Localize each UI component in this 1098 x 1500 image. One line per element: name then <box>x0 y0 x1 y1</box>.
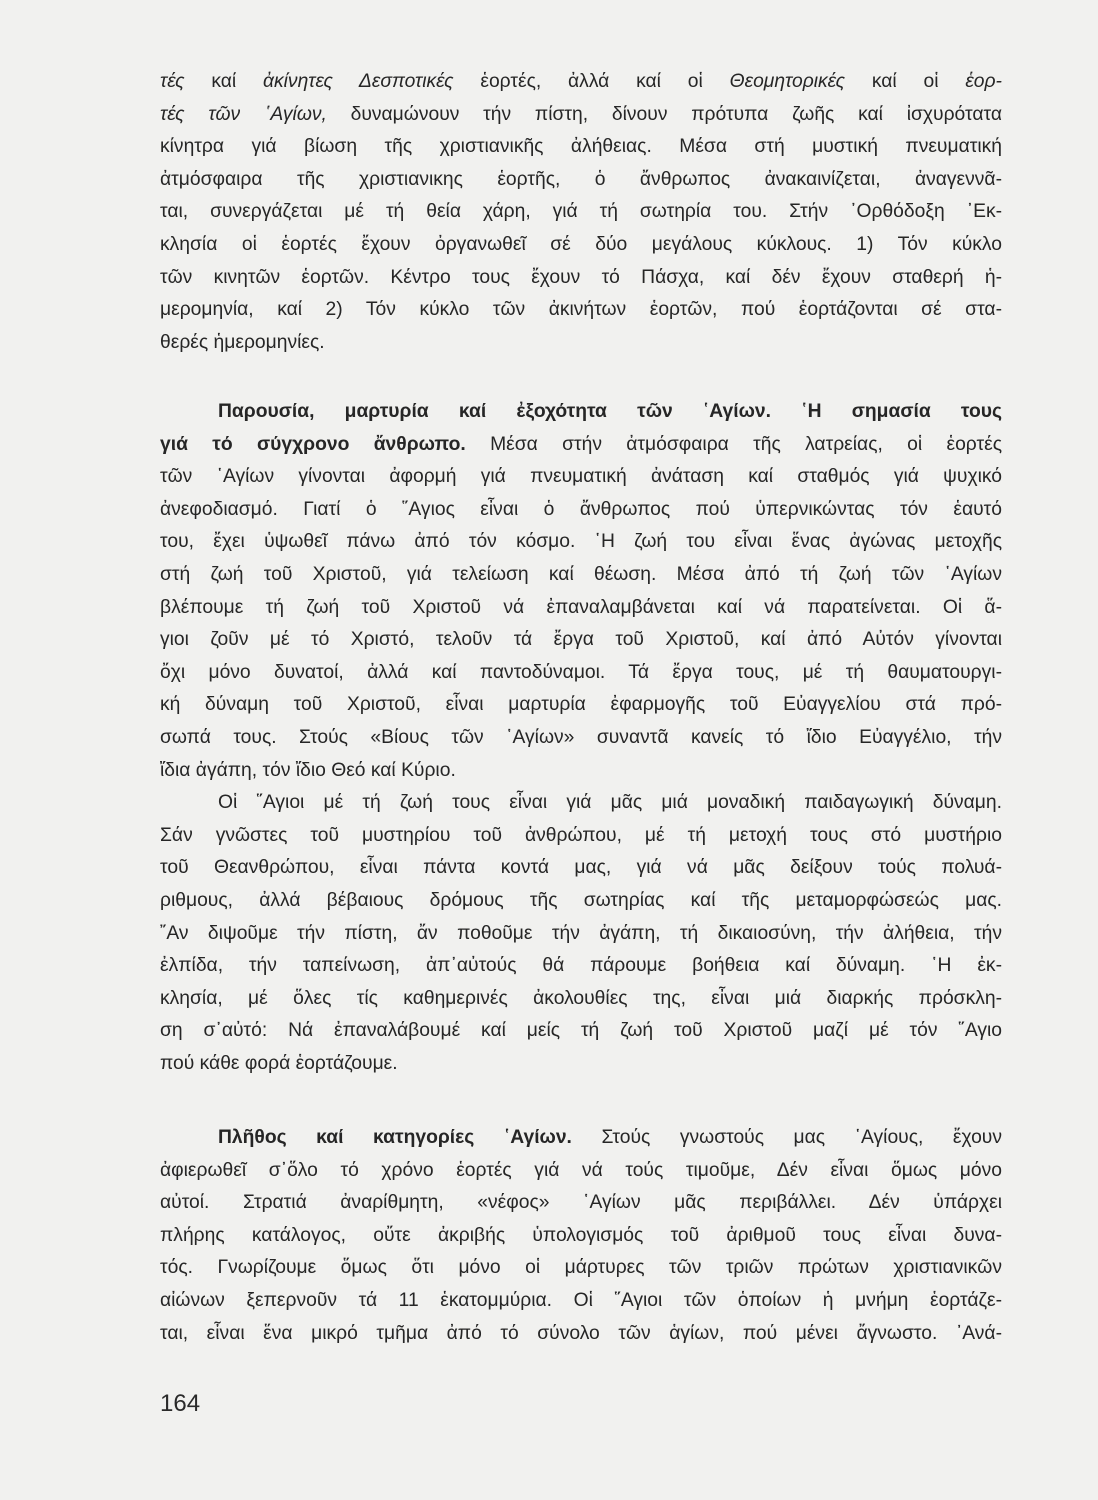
text-line: ἀφιερωθεῖ σ᾿ὅλο τό χρόνο ἑορτές γιά νά τούς τιμοῦμε, Δέν εἶναι ὅμως μόνο <box>160 1159 1002 1181</box>
text-line: στή ζωή τοῦ Χριστοῦ, γιά τελείωση καί θέωση. Μέσα ἀπό τή ζωή τῶν ῾Αγίων <box>160 563 1002 585</box>
text-line: ἐλπίδα, τήν ταπείνωση, ἀπ᾿αὐτούς θά πάρουμε βοήθεια καί δύναμη. ῾Η ἐκ- <box>160 955 1002 977</box>
text-line: ση σ᾿αὐτό: Νά ἐπαναλάβουμέ καί μείς τή ζωή τοῦ Χριστοῦ μαζί μέ τόν ῞Αγιο <box>160 1020 1002 1042</box>
text-line: αὐτοί. Στρατιά ἀναρίθμητη, «νέφος» ῾Αγίων μᾶς περιβάλλει. Δέν ὑπάρχει <box>160 1192 1002 1214</box>
text-line: ὄχι μόνο δυνατοί, ἀλλά καί παντοδύναμοι. Τά ἔργα τους, μέ τή θαυματουργι- <box>160 661 1002 683</box>
text-line: ῎Αν διψοῦμε τήν πίστη, ἄν ποθοῦμε τήν ἀγάπη, τή δικαιοσύνη, τήν ἀλήθεια, τήν <box>160 922 1002 944</box>
text-line: ται, εἶναι ἕνα μικρό τμῆμα ἀπό τό σύνολο τῶν ἁγίων, πού μένει ἄγνωστο. ᾿Ανά- <box>160 1322 1002 1344</box>
section-number-of-saints <box>160 1122 1002 1350</box>
text-line: ἀτμόσφαιρα τῆς χριστιανικης ἑορτῆς, ὁ ἄνθρωπος ἀνακαινίζεται, ἀναγεννᾶ- <box>160 168 1002 190</box>
page-number: 164 <box>160 1390 201 1417</box>
text-line: μερομηνία, καί 2) Τόν κύκλο τῶν ἀκινήτων ἑορτῶν, πού ἑορτάζονται σέ στα- <box>160 299 1002 321</box>
text-line: ριθμους, ἀλλά βέβαιους δρόμους τῆς σωτηρίας καί τῆς μεταμορφώσεώς μας. <box>160 889 1002 911</box>
text-line: κλησία οἱ ἑορτές ἔχουν ὀργανωθεῖ σέ δύο μεγάλους κύκλους. 1) Τόν κύκλο <box>160 233 1002 255</box>
text-line: Πλῆθος καί κατηγορίες ῾Αγίων. Στούς γνωστούς μας ῾Αγίους, ἔχουν <box>218 1127 1002 1148</box>
text-line: κλησία, μέ ὅλες τίς καθημερινές ἀκολουθίες της, εἶναι μιά διαρκής πρόσκλη- <box>160 987 1002 1009</box>
text-line: αἰώνων ξεπερνοῦν τά 11 ἑκατομμύρια. Οἱ ῞Αγιοι τῶν ὁποίων ἡ μνήμη ἑορτάζε- <box>160 1289 1002 1311</box>
section-heading: Παρουσία, μαρτυρία καί ἐξοχότητα τῶν ῾Αγίων. ῾Η σημασία τους <box>218 401 1002 422</box>
text-line: τές καί ἀκίνητες Δεσποτικές ἑορτές, ἀλλά καί οἱ Θεομητορικές καί οἱ ἑορ- <box>160 71 1002 92</box>
text-line: Σάν γνῶστες τοῦ μυστηρίου τοῦ ἀνθρώπου, μέ τή μετοχή τους στό μυστήριο <box>160 824 1002 846</box>
paragraph-feasts <box>160 66 1002 359</box>
text-line: ἀνεφοδιασμό. Γιατί ὁ ῞Αγιος εἶναι ὁ ἄνθρωπος πού ὑπερνικώντας τόν ἑαυτό <box>160 498 1002 520</box>
text-line: πλήρης κατάλογος, οὔτε ἀκριβής ὑπολογισμός τοῦ ἀριθμοῦ τους εἶναι δυνα- <box>160 1224 1002 1246</box>
text-line: γιά τό σύγχρονο ἄνθρωπο. Μέσα στήν ἀτμόσφαιρα τῆς λατρείας, οἱ ἑορτές <box>160 433 1002 455</box>
text-line: σωπά τους. Στούς «Βίους τῶν ῾Αγίων» συναντᾶ κανείς τό ἴδιο Εὐαγγέλιο, τήν <box>160 726 1002 748</box>
text-line: τοῦ Θεανθρώπου, εἶναι πάντα κοντά μας, γιά νά μᾶς δείξουν τούς πολυά- <box>160 857 1002 879</box>
text-line: τῶν κινητῶν ἑορτῶν. Κέντρο τους ἔχουν τό Πάσχα, καί δέν ἔχουν σταθερή ἡ- <box>160 266 1002 288</box>
section-heading: Πλῆθος καί κατηγορίες ῾Αγίων. <box>218 1127 572 1148</box>
text-line: ται, συνεργάζεται μέ τή θεία χάρη, γιά τή σωτηρία του. Στήν ᾿Ορθόδοξη ᾿Εκ- <box>160 201 1002 223</box>
text-line: γιοι ζοῦν μέ τό Χριστό, τελοῦν τά ἔργα τοῦ Χριστοῦ, καί ἀπό Αὐτόν γίνονται <box>160 629 1002 651</box>
text-line: θερές ἡμερομηνίες. <box>160 331 325 353</box>
text-line: του, ἔχει ὑψωθεῖ πάνω ἀπό τόν κόσμο. ῾Η ζωή του εἶναι ἕνας ἀγώνας μετοχῆς <box>160 531 1002 553</box>
text-line: ἴδια ἀγάπη, τόν ἴδιο Θεό καί Κύριο. <box>160 759 456 781</box>
text-line: πού κάθε φορά ἑορτάζουμε. <box>160 1052 398 1074</box>
text-line: τός. Γνωρίζουμε ὅμως ὅτι μόνο οἱ μάρτυρες τῶν τριῶν πρώτων χριστιανικῶν <box>160 1257 1002 1279</box>
text-line: κή δύναμη τοῦ Χριστοῦ, εἶναι μαρτυρία ἐφαρμογῆς τοῦ Εὐαγγελίου στά πρό- <box>160 694 1002 716</box>
section-presence-of-saints <box>160 396 1002 1080</box>
text-line: κίνητρα γιά βίωση τῆς χριστιανικῆς ἀλήθειας. Μέσα στή μυστική πνευματική <box>160 136 1002 158</box>
text-line: βλέπουμε τή ζωή τοῦ Χριστοῦ νά ἐπαναλαμβάνεται καί νά παρατείνεται. Οἱ ἅ- <box>160 596 1002 618</box>
text-line: Οἱ ῞Αγιοι μέ τή ζωή τους εἶναι γιά μᾶς μιά μοναδική παιδαγωγική δύναμη. <box>218 792 1002 814</box>
text-line: τές τῶν ῾Αγίων, δυναμώνουν τήν πίστη, δίνουν πρότυπα ζωῆς καί ἰσχυρότατα <box>160 103 1002 125</box>
text-line: τῶν ῾Αγίων γίνονται ἀφορμή γιά πνευματική ἀνάταση καί σταθμός γιά ψυχικό <box>160 466 1002 488</box>
